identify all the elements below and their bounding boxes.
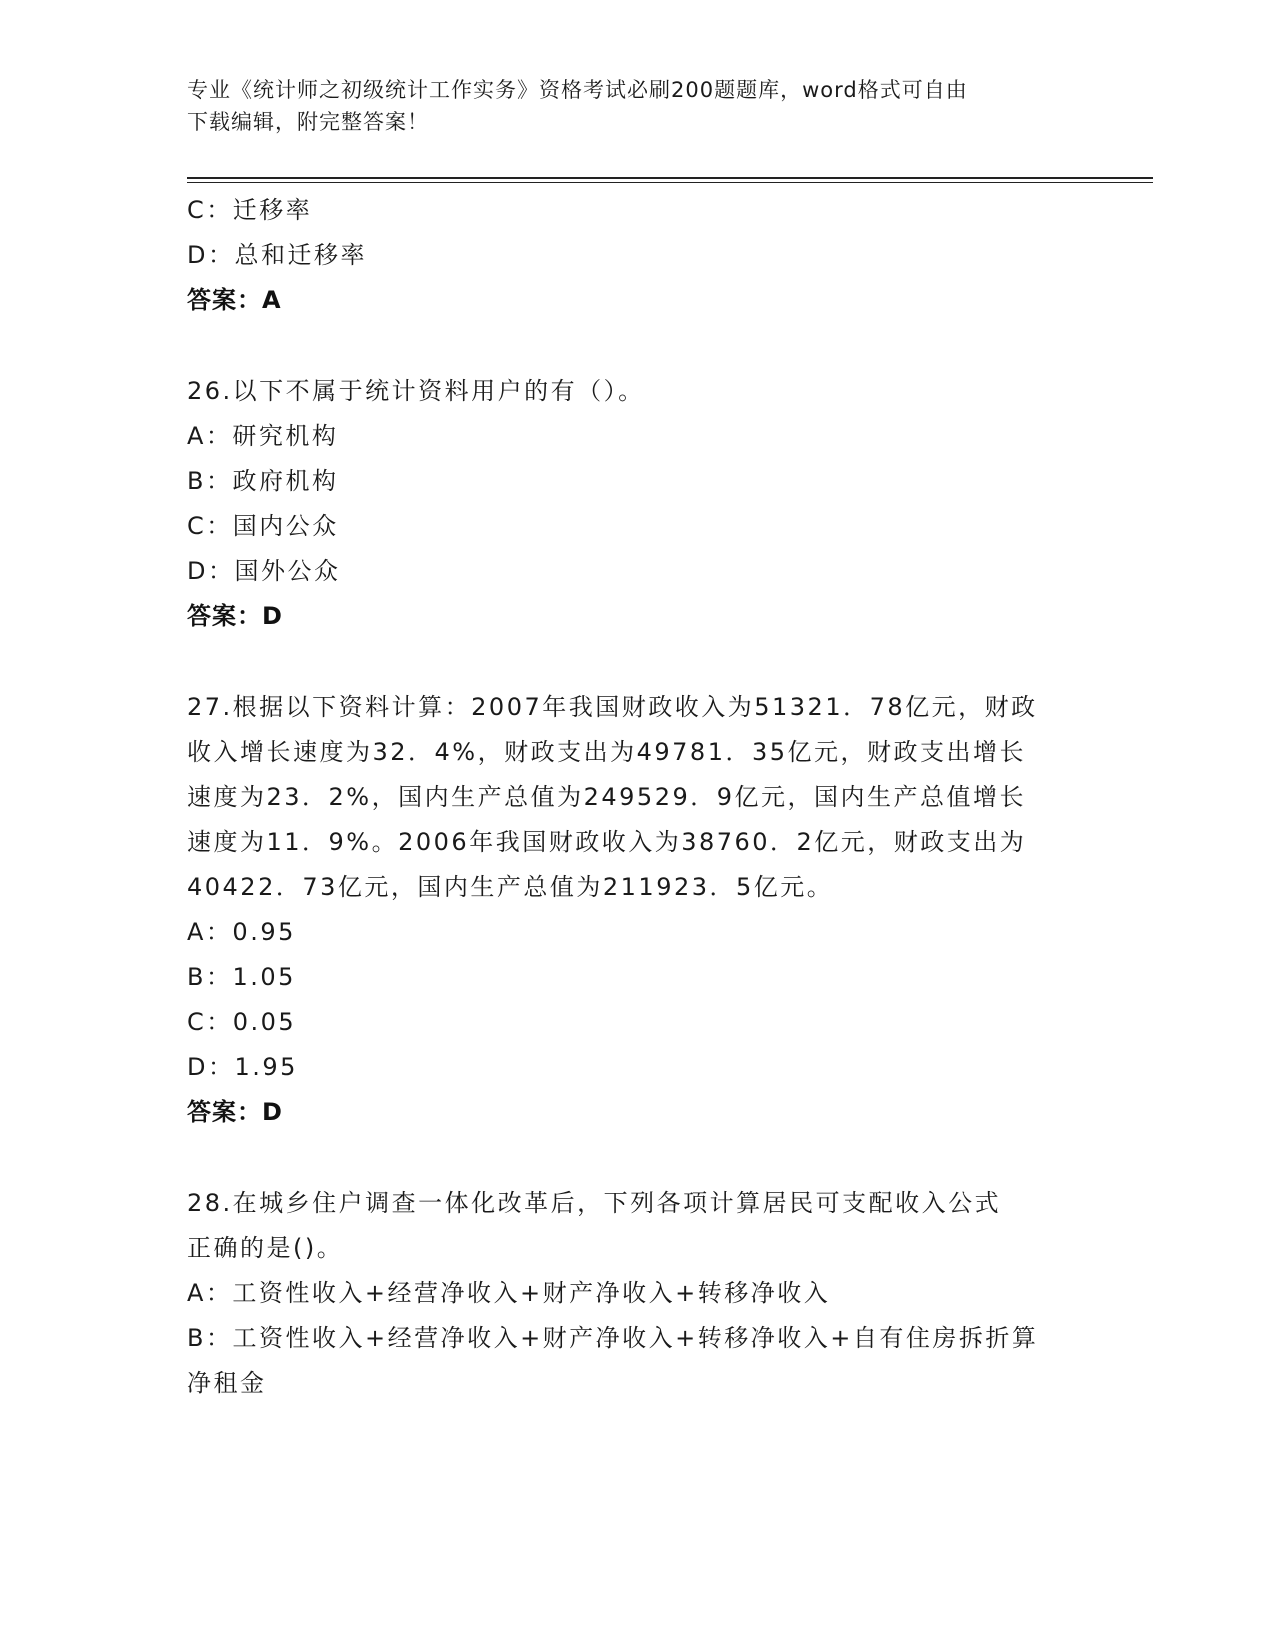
option-label: D：: [187, 1053, 235, 1081]
option-label: D：: [187, 557, 235, 585]
document-header: [187, 74, 1087, 138]
option-label: C：: [187, 512, 233, 540]
option-text: 0.95: [232, 918, 296, 946]
question-25-tail: [187, 188, 1087, 323]
option-b: [187, 955, 1087, 1000]
question-stem: 26.以下不属于统计资料用户的有（）。: [187, 377, 645, 405]
option-c: [187, 188, 1087, 233]
option-text: 国内公众: [232, 512, 339, 540]
option-text: 国外公众: [234, 557, 341, 585]
question-27: [187, 685, 1087, 1135]
question-content: [187, 188, 1087, 1406]
option-text: 总和迁移率: [234, 241, 367, 269]
question-stem-line: 速度为11．9%。2006年我国财政收入为38760．2亿元，财政支出为: [187, 828, 1027, 856]
option-text: 1.05: [232, 963, 296, 991]
option-label: A：: [187, 422, 233, 450]
option-b: [187, 1316, 1087, 1361]
option-d: [187, 233, 1087, 278]
option-c: [187, 1000, 1087, 1045]
option-text: 1.95: [234, 1053, 298, 1081]
header-rule-thick: [187, 177, 1153, 179]
question-26: [187, 369, 1087, 639]
question-stem-line: 27.根据以下资料计算：2007年我国财政收入为51321．78亿元，财政: [187, 693, 1038, 721]
option-text: 迁移率: [232, 196, 313, 224]
option-label: C：: [187, 196, 233, 224]
option-label: C：: [187, 1008, 233, 1036]
option-label: B：: [187, 1324, 233, 1352]
option-a: [187, 414, 1087, 459]
option-d: [187, 549, 1087, 594]
option-label: D：: [187, 241, 235, 269]
option-c: [187, 504, 1087, 549]
option-b-continuation: 净租金: [187, 1369, 267, 1397]
question-stem-line: 速度为23．2%，国内生产总值为249529．9亿元，国内生产总值增长: [187, 783, 1026, 811]
option-a: [187, 910, 1087, 955]
option-label: B：: [187, 963, 233, 991]
option-label: A：: [187, 918, 233, 946]
option-text: 政府机构: [232, 467, 339, 495]
option-text: 研究机构: [232, 422, 339, 450]
option-label: B：: [187, 467, 233, 495]
question-stem-line: 正确的是()。: [187, 1234, 344, 1262]
option-text: 0.05: [232, 1008, 297, 1036]
option-label: A：: [187, 1279, 233, 1307]
question-stem-line: 收入增长速度为32．4%，财政支出为49781．35亿元，财政支出增长: [187, 738, 1026, 766]
option-text: 工资性收入+经营净收入+财产净收入+转移净收入: [232, 1279, 831, 1307]
option-d: [187, 1045, 1087, 1090]
option-b: [187, 459, 1087, 504]
option-a: [187, 1271, 1087, 1316]
question-stem-line: 40422．73亿元，国内生产总值为211923．5亿元。: [187, 873, 834, 901]
header-rule-thin: [187, 182, 1153, 183]
header-line-2: 下载编辑，附完整答案！: [187, 110, 429, 134]
answer-line: 答案：A: [187, 286, 282, 314]
answer-line: 答案：D: [187, 602, 283, 630]
question-28: [187, 1181, 1087, 1406]
answer-line: 答案：D: [187, 1098, 283, 1126]
option-text: 工资性收入+经营净收入+财产净收入+转移净收入+自有住房拆折算: [232, 1324, 1039, 1352]
question-stem-line: 28.在城乡住户调查一体化改革后，下列各项计算居民可支配收入公式: [187, 1189, 1002, 1217]
header-line-1: 专业《统计师之初级统计工作实务》资格考试必刷200题题库，word格式可自由: [187, 78, 968, 102]
